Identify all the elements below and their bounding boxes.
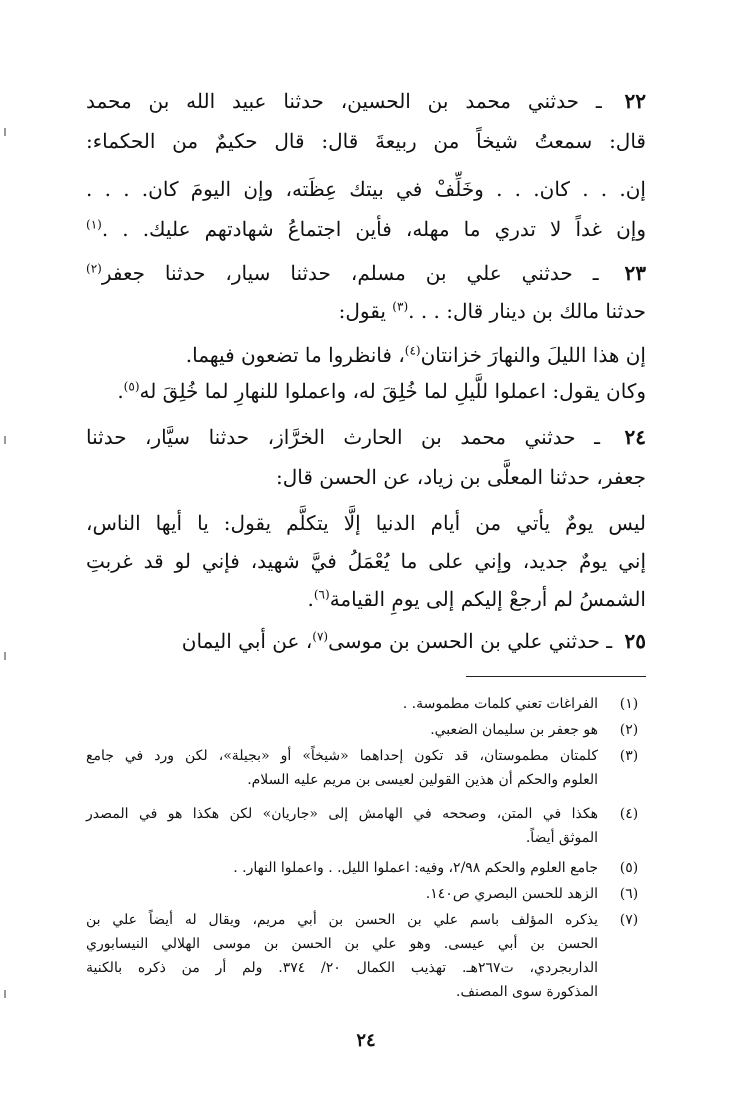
line-text: ـ حدثني محمد بن الحسين، حدثنا عبيد الله بن محمد bbox=[86, 89, 619, 113]
footnote-ref: (١) bbox=[86, 217, 102, 232]
footnote-ref: (٢) bbox=[86, 261, 102, 276]
margin-mark bbox=[4, 990, 6, 998]
footnote-number: (٣) bbox=[619, 748, 639, 764]
text-line bbox=[86, 336, 646, 374]
footnote-ref: (٣) bbox=[392, 299, 409, 314]
text-line bbox=[86, 170, 646, 208]
text-line bbox=[86, 210, 646, 248]
line-text: إني يومٌ جديد، وإني على ما يُعْمَلُ فيَّ شهيد، فإني لو قد غربتِ bbox=[86, 549, 646, 573]
line-text: ـ حدثني محمد بن الحارث الخرَّاز، حدثنا سيَّار، حدثنا bbox=[86, 425, 619, 449]
text-line bbox=[86, 622, 646, 660]
footnote-ref: (٤) bbox=[404, 343, 421, 358]
footnote-text: الزهد للحسن البصري ص١٤٠. bbox=[425, 886, 598, 902]
line-text: قال: سمعتُ شيخاً من ربيعةَ قال: قال حكيمٌ من الحكماء: bbox=[86, 129, 646, 153]
margin-mark bbox=[4, 436, 6, 444]
footnote bbox=[86, 692, 646, 716]
footnote bbox=[86, 802, 646, 850]
entry-number: ٢٢ bbox=[624, 89, 646, 113]
footnote-number: (٦) bbox=[619, 886, 639, 902]
footnote-text: هو جعفر بن سليمان الضعبي. bbox=[430, 722, 598, 738]
footnote-number: (٥) bbox=[619, 860, 639, 876]
line-text: وإن غداً لا تدري ما مهله، فأين اجتماعُ شهادتهم عليك. . . bbox=[101, 217, 646, 241]
entry-number: ٢٣ bbox=[624, 261, 646, 285]
text-line bbox=[86, 292, 646, 330]
line-text: إن هذا الليلَ والنهارَ خزانتان bbox=[420, 343, 646, 367]
footnote-text: جامع العلوم والحكم ٢/٩٨، وفيه: اعملوا الليل. . واعملوا النهار. . bbox=[233, 860, 598, 876]
page-number: ٢٤ bbox=[356, 1030, 376, 1051]
line-text: . bbox=[117, 379, 124, 403]
text-line bbox=[86, 504, 646, 542]
text-line bbox=[86, 542, 646, 580]
line-text: حدثنا مالك بن دينار قال: . . . bbox=[408, 299, 646, 323]
page bbox=[86, 0, 646, 1104]
footnote-number: (٢) bbox=[619, 722, 639, 738]
footnote-text: هكذا في المتن، وصححه في الهامش إلى «جاريان» لكن هكذا هو في المصدر bbox=[86, 806, 598, 822]
entry-number: ٢٤ bbox=[624, 425, 646, 449]
text-line bbox=[86, 458, 646, 496]
text-line bbox=[86, 122, 646, 160]
text-line bbox=[86, 254, 646, 292]
line-text: ـ حدثني علي بن الحسن بن موسى bbox=[328, 629, 619, 653]
text-line bbox=[86, 418, 646, 456]
footnote bbox=[86, 856, 646, 880]
footnote-ref: (٥) bbox=[123, 379, 140, 394]
footnote-text: الموثق أيضاً. bbox=[525, 830, 598, 846]
line-text: ، عن أبي اليمان bbox=[181, 629, 313, 653]
footnote-number: (٧) bbox=[619, 912, 639, 928]
footnote-ref: (٧) bbox=[312, 629, 329, 644]
footnote bbox=[86, 744, 646, 792]
footnote-text: الفراغات تعني كلمات مطموسة. . bbox=[402, 696, 598, 712]
line-text: . bbox=[307, 587, 314, 611]
line-text: إن. . . كان. . . وخَلِّفْ في بيتك عِظَته، وإن اليومَ كان. . . . bbox=[86, 177, 646, 201]
footnote-text: المذكورة سوى المصنف. bbox=[456, 984, 598, 1000]
footnote-text: كلمتان مطموستان، قد تكون إحداهما «شيخاً» أو «بجيلة»، لكن ورد في جامع bbox=[86, 748, 598, 764]
footnote-text: يذكره المؤلف باسم علي بن الحسن بن أبي مريم، ويقال له أيضاً علي بن bbox=[86, 912, 598, 928]
line-text: جعفر، حدثنا المعلَّى بن زياد، عن الحسن قال: bbox=[275, 465, 646, 489]
entry-number: ٢٥ bbox=[624, 629, 646, 653]
footnote-text: العلوم والحكم أن هذين القولين لعيسى بن مريم عليه السلام. bbox=[247, 772, 598, 788]
footnote bbox=[86, 718, 646, 742]
text-line bbox=[86, 82, 646, 120]
footnote bbox=[86, 908, 646, 1004]
line-text: ، فانظروا ما تضعون فيهما. bbox=[185, 343, 405, 367]
text-line bbox=[86, 372, 646, 410]
footnote-number: (٤) bbox=[619, 806, 639, 822]
line-text: الشمسُ لم أرجعْ إليكم إلى يومِ القيامة bbox=[329, 587, 646, 611]
text-line bbox=[86, 580, 646, 618]
line-text: وكان يقول: اعملوا للَّيلِ لما خُلِقَ له، واعملوا للنهارِ لما خُلِقَ له bbox=[139, 379, 646, 403]
line-text: ـ حدثني علي بن مسلم، حدثنا سيار، حدثنا جعفر bbox=[101, 261, 619, 285]
line-text: ليس يومٌ يأتي من أيام الدنيا إلَّا يتكلَّم يقول: يا أيها الناس، bbox=[86, 511, 646, 535]
margin-mark bbox=[4, 652, 6, 660]
footnote bbox=[86, 882, 646, 906]
footnote-text: الداربجردي، ت٢٦٧هـ. تهذيب الكمال ٢٠/ ٣٧٤. ولم أر من ذكره بالكنية bbox=[86, 960, 599, 976]
footnote-text: الحسن بن أبي عيسى. وهو علي بن الحسن بن موسى الهلالي النيسابوري bbox=[86, 936, 598, 952]
footnote-divider bbox=[466, 676, 646, 677]
footnote-ref: (٦) bbox=[313, 587, 330, 602]
line-text: يقول: bbox=[338, 299, 393, 323]
footnote-number: (١) bbox=[619, 696, 639, 712]
margin-mark bbox=[4, 128, 6, 136]
